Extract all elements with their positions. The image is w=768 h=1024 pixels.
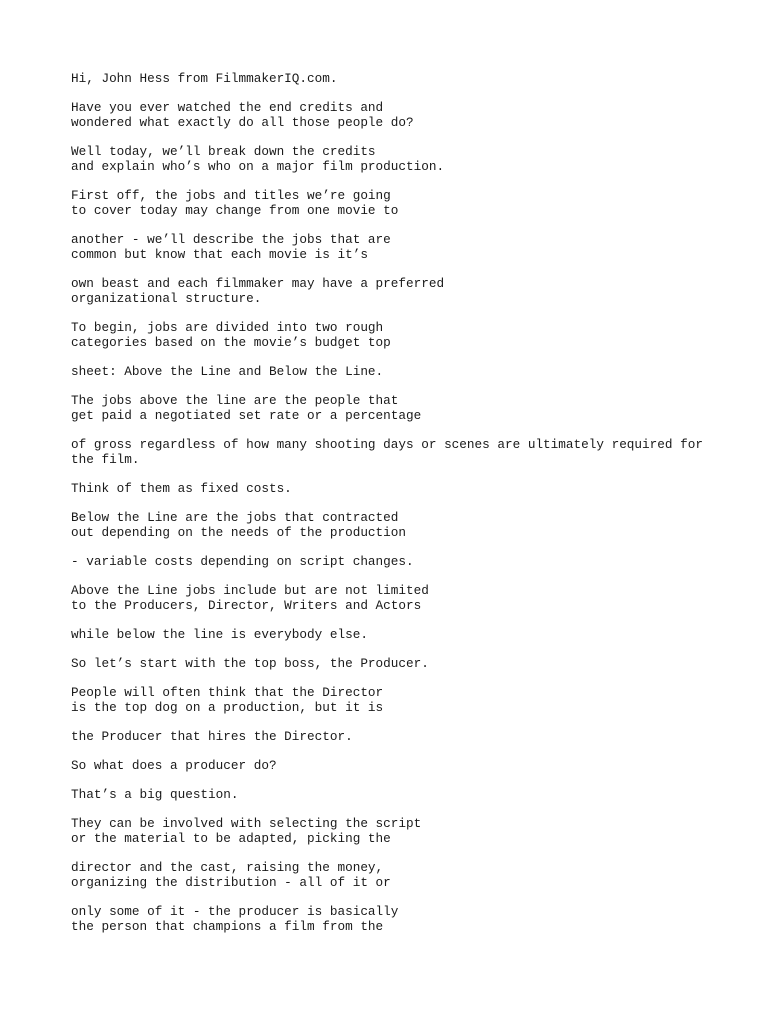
paragraph: So let’s start with the top boss, the Producer.	[71, 656, 429, 671]
paragraph: That’s a big question.	[71, 787, 239, 802]
paragraph: Below the Line are the jobs that contracted out depending on the needs of the production	[71, 510, 407, 540]
paragraph: director and the cast, raising the money, organizing the distribution - all of it or	[71, 860, 391, 890]
paragraph: own beast and each filmmaker may have a preferred organizational structure.	[71, 276, 445, 306]
paragraph: only some of it - the producer is basically the person that champions a film from the	[71, 904, 399, 934]
paragraph: They can be involved with selecting the script or the material to be adapted, picking the	[71, 816, 422, 846]
paragraph: Above the Line jobs include but are not limited to the Producers, Director, Writers and Actors	[71, 583, 429, 613]
paragraph: the Producer that hires the Director.	[71, 729, 353, 744]
paragraph: Hi, John Hess from FilmmakerIQ.com.	[71, 71, 338, 86]
paragraph: To begin, jobs are divided into two rough categories based on the movie’s budget top	[71, 320, 391, 350]
paragraph: Well today, we’ll break down the credits and explain who’s who on a major film production.	[71, 144, 445, 174]
paragraph: another - we’ll describe the jobs that are common but know that each movie is it’s	[71, 232, 391, 262]
paragraph: of gross regardless of how many shooting days or scenes are ultimately required for the film.	[71, 437, 703, 467]
paragraph: The jobs above the line are the people that get paid a negotiated set rate or a percentage	[71, 393, 422, 423]
paragraph: Think of them as fixed costs.	[71, 481, 292, 496]
paragraph: sheet: Above the Line and Below the Line.	[71, 364, 384, 379]
paragraph: - variable costs depending on script changes.	[71, 554, 414, 569]
paragraph: People will often think that the Director is the top dog on a production, but it is	[71, 685, 384, 715]
paragraph: while below the line is everybody else.	[71, 627, 368, 642]
document-page	[71, 71, 711, 948]
paragraph: So what does a producer do?	[71, 758, 277, 773]
paragraph: First off, the jobs and titles we’re going to cover today may change from one movie to	[71, 188, 399, 218]
paragraph: Have you ever watched the end credits and wondered what exactly do all those people do?	[71, 100, 414, 130]
